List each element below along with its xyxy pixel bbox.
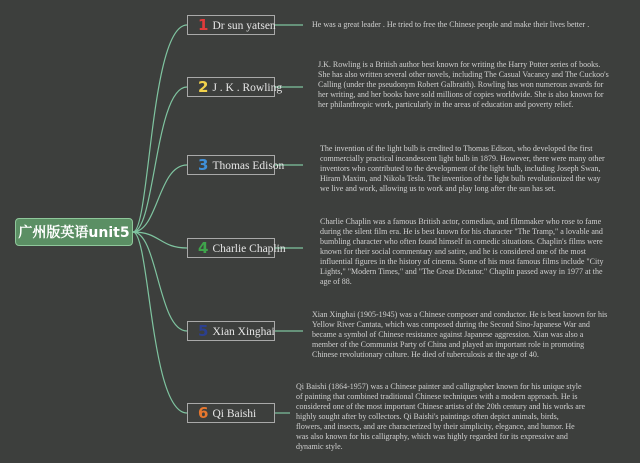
topic-node-qi-baishi[interactable] [187,403,275,423]
connector-root-3 [133,165,187,232]
number-marker-5: 5 [198,322,209,340]
number-marker-2: 2 [198,78,209,96]
topic-node-xian-xinghai[interactable] [187,321,275,341]
topic-label: Dr sun yatsen [212,20,276,32]
number-marker-1: 1 [198,16,209,34]
topic-label: Thomas Edison [212,160,285,172]
root-topic[interactable]: 广州版英语unit5 [15,218,133,246]
topic-node-edison[interactable] [187,155,285,175]
description-edison: The invention of the light bulb is credited to Thomas Edison, who developed the first commercially practical incandescent light bulb in 1879. However, there were many other inventors who contributed to the development of the light bulb, including Joseph Swan, Hiram Maxim, and Nikola Tesla. The invention of the light bulb revolutionized the way we live and work, allowing us to work and play long after the sun has set. [320,144,605,193]
topic-label: Xian Xinghai [212,326,275,338]
number-marker-3: 3 [198,156,209,174]
number-marker-6: 6 [198,404,209,422]
description-qi-baishi: Qi Baishi (1864-1957) was a Chinese painter and calligrapher known for his unique style of painting that combined traditional Chinese techniques with a modern approach. He is considered one of the most important Chinese artists of the 20th century and his works are highly sought after by collectors. Qi Baishi's paintings often depict animals, birds, flowers, and insects, and are characterized by their simplicity, elegance, and humor. He was also known for his calligraphy, which was highly regarded for its expressive and dynamic style. [296,382,586,451]
topic-node-sun-yatsen[interactable] [187,15,275,35]
description-rowling: J.K. Rowling is a British author best known for writing the Harry Potter series of books. She has also written several other novels, including The Casual Vacancy and The Cuckoo's Calling (under the pseudonym Robert Galbraith). Rowling has won numerous awards for her writing, and her books have sold millions of copies worldwide. She is also known for her philanthropic work, particularly in the areas of education and poverty relief. [318,60,609,109]
connector-root-6 [133,232,187,413]
description-chaplin: Charlie Chaplin was a famous British actor, comedian, and filmmaker who rose to fame during the silent film era. He is best known for his character "The Tramp," a lovable and bumbling character who often found himself in comedic situations. Chaplin's films were known for their social commentary and satire, and he is considered one of the most influential figures in the history of cinema. Some of his most famous films include "City Lights," "Modern Times," and "The Great Dictator." Chaplin passed away in 1977 at the age of 88. [320,217,604,286]
connector-root-1 [133,25,187,232]
number-marker-4: 4 [198,239,209,257]
connector-root-4 [133,232,187,248]
topic-label: J . K . Rowling [212,82,283,94]
topic-label: Qi Baishi [212,408,257,420]
topic-label: Charlie Chaplin [212,243,286,255]
topic-node-rowling[interactable] [187,77,283,97]
description-xian-xinghai: Xian Xinghai (1905-1945) was a Chinese composer and conductor. He is best known for his Yellow River Cantata, which was composed during the Second Sino-Japanese War and became a symbol of Chinese resistance against Japanese aggression. Xian was also a member of the Communist Party of China and played an important role in promoting Chinese revolutionary culture. He died of tuberculosis at the age of 40. [312,310,608,359]
description-sun-yatsen: He was a great leader . He tried to free the Chinese people and make their lives better . [312,20,590,29]
topic-node-chaplin[interactable] [187,238,286,258]
